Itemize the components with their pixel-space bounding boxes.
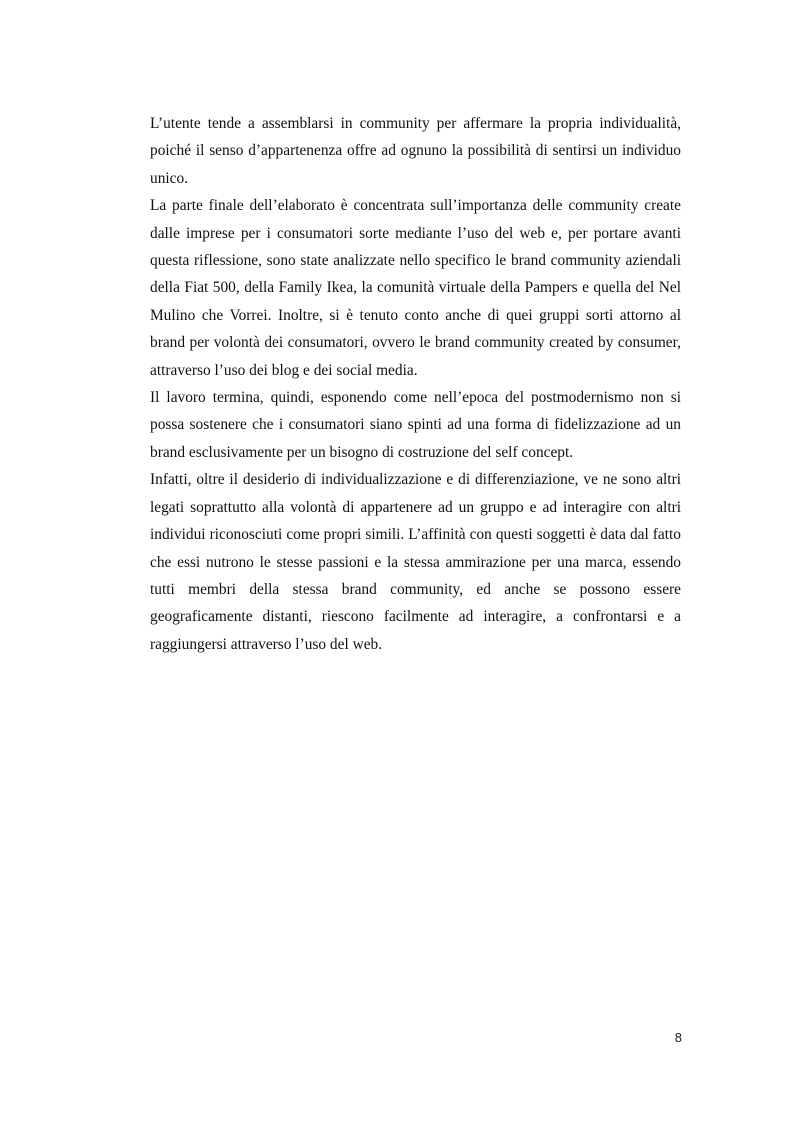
paragraph-brand-communities: La parte finale dell’elaborato è concentrata sull’importanza delle community create dalle imprese per i consumatori sorte mediante l’uso del web e, per portare avanti questa riflessione, sono state analizzate nello specifico le brand community aziendali della Fiat 500, della Family Ikea, la comunità virtuale della Pampers e quella del Nel Mulino che Vorrei. Inoltre, si è tenuto conto anche di quei gruppi sorti attorno al brand per volontà dei consumatori, ovvero le brand community created by consumer, attraverso l’uso dei blog e dei social media. <box>150 197 681 379</box>
paragraph-user-community: L’utente tende a assemblarsi in community per affermare la propria individualità, poiché il senso d’appartenenza offre ad ognuno la possibilità di sentirsi un individuo unico. <box>150 115 681 187</box>
paragraph-conclusion: Il lavoro termina, quindi, esponendo come nell’epoca del postmodernismo non si possa sostenere che i consumatori siano spinti ad una forma di fidelizzazione ad un brand esclusivamente per un bisogno di costruzione del self concept. <box>150 389 681 461</box>
body-text <box>150 110 681 658</box>
page-number: 8 <box>674 1030 682 1045</box>
paragraph-belonging: Infatti, oltre il desiderio di individualizzazione e di differenziazione, ve ne sono altri legati soprattutto alla volontà di appartenere ad un gruppo e ad interagire con altri individui riconosciuti come propri simili. L’affinità con questi soggetti è data dal fatto che essi nutrono le stesse passioni e la stessa ammirazione per una marca, essendo tutti membri della stessa brand community, ed anche se possono essere geograficamente distanti, riescono facilmente ad interagire, a confrontarsi e a raggiungersi attraverso l’uso del web. <box>150 471 681 653</box>
